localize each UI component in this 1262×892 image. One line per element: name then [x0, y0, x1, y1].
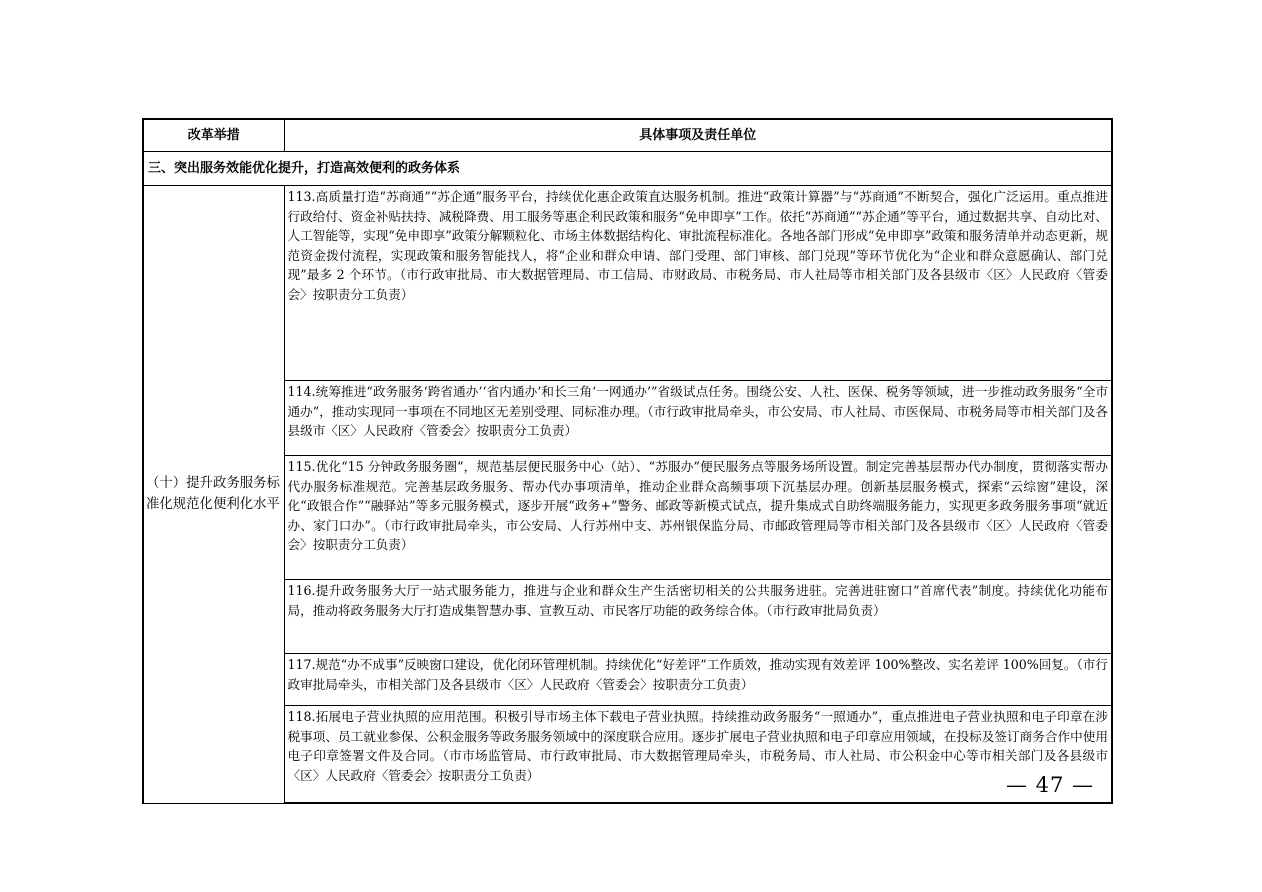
- section-row: [143, 152, 1112, 186]
- table-header-row: [143, 119, 1112, 152]
- reform-measure-cell: （十）提升政务服务标准化规范化便利化水平: [143, 186, 284, 804]
- item-115: 115.优化“15 分钟政务服务圈”，规范基层便民服务中心（站）、“苏服办”便民服务点等服务场所设置。制定完善基层帮办代办制度，贯彻落实帮办代办服务标准规范。完善基层政务服务、帮办代办事项清单，推动企业群众高频事项下沉基层办理。创新基层服务模式，探索“云综窗”建设，深化“政银合作”“融驿站”等多元服务模式，逐步开展“政务+”警务、邮政等新模式试点，提升集成式自助终端服务能力，实现更多政务服务事项“就近办、家门口办”。（市行政审批局牵头，市公安局、人行苏州中支、苏州银保监分局、市邮政管理局等市相关部门及各县级市〈区〉人民政府〈管委会〉按职责分工负责）: [284, 456, 1112, 580]
- table-row: [143, 186, 1112, 381]
- item-117: 117.规范“办不成事”反映窗口建设，优化闭环管理机制。持续优化“好差评”工作质效，推动实现有效差评 100%整改、实名差评 100%回复。（市行政审批局牵头，市相关部门及各县级市〈区〉人民政府〈管委会〉按职责分工负责）: [284, 654, 1112, 706]
- table-row: [143, 580, 1112, 654]
- header-reform-measure: 改革举措: [143, 119, 284, 152]
- table-row: [143, 456, 1112, 580]
- table-row: [143, 706, 1112, 804]
- table-row: [143, 654, 1112, 706]
- reform-table: [142, 118, 1113, 804]
- item-118: 118.拓展电子营业执照的应用范围。积极引导市场主体下载电子营业执照。持续推动政务服务“一照通办”，重点推进电子营业执照和电子印章在涉税事项、员工就业参保、公积金服务等政务服务领域中的深度联合应用。逐步扩展电子营业执照和电子印章应用领域，在投标及签订商务合作中使用电子印章签署文件及合同。（市市场监管局、市行政审批局、市大数据管理局牵头，市税务局、市人社局、市公积金中心等市相关部门及各县级市〈区〉人民政府〈管委会〉按职责分工负责）: [284, 706, 1112, 804]
- item-114: 114.统筹推进“政务服务‘跨省通办’‘省内通办’和长三角‘一网通办’”省级试点任务。围绕公安、人社、医保、税务等领域，进一步推动政务服务“全市通办”，推动实现同一事项在不同地区无差别受理、同标准办理。（市行政审批局牵头，市公安局、市人社局、市医保局、市税务局等市相关部门及各县级市〈区〉人民政府〈管委会〉按职责分工负责）: [284, 381, 1112, 456]
- item-116: 116.提升政务服务大厅一站式服务能力，推进与企业和群众生产生活密切相关的公共服务进驻。完善进驻窗口“首席代表”制度。持续优化功能布局，推动将政务服务大厅打造成集智慧办事、宣教互动、市民客厅功能的政务综合体。（市行政审批局负责）: [284, 580, 1112, 654]
- page-number: — 47 —: [1006, 773, 1095, 797]
- table-row: [143, 381, 1112, 456]
- item-113: 113.高质量打造“苏商通”“苏企通”服务平台，持续优化惠企政策直达服务机制。推进“政策计算器”与“苏商通”不断契合，强化广泛运用。重点推进行政给付、资金补贴扶持、减税降费、用工服务等惠企利民政策和服务“免申即享”工作。依托“苏商通”“苏企通”等平台，通过数据共享、自动比对、人工智能等，实现“免申即享”政策分解颗粒化、市场主体数据结构化、审批流程标准化。各地各部门形成“免申即享”政策和服务清单并动态更新，规范资金拨付流程，实现政策和服务智能找人，将“企业和群众申请、部门受理、部门审核、部门兑现”等环节优化为“企业和群众意愿确认、部门兑现”最多 2 个环节。（市行政审批局、市大数据管理局、市工信局、市财政局、市税务局、市人社局等市相关部门及各县级市〈区〉人民政府〈管委会〉按职责分工负责）: [284, 186, 1112, 381]
- header-specific-items: 具体事项及责任单位: [284, 119, 1112, 152]
- section-title: 三、突出服务效能优化提升，打造高效便利的政务体系: [143, 152, 1112, 186]
